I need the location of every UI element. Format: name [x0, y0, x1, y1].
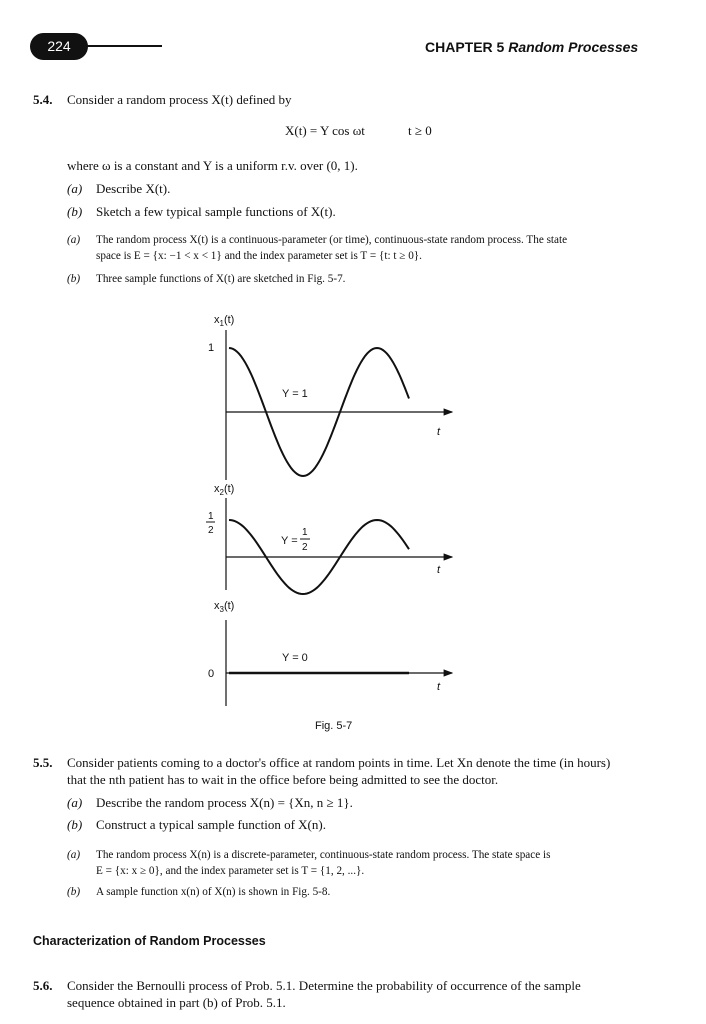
chapter-label: CHAPTER 5 [425, 39, 505, 55]
problem-statement: Consider the Bernoulli process of Prob. 5.1. Determine the probability of occurrence of the sample [67, 978, 581, 993]
panel2-y-tick-den: 2 [208, 525, 214, 536]
header-rule [84, 45, 162, 47]
part-label: (a) [67, 181, 83, 196]
part-label: (b) [67, 204, 83, 219]
solution-label: (b) [67, 273, 81, 285]
figure-caption: Fig. 5-7 [315, 720, 353, 732]
solution-text: The random process X(t) is a continuous-parameter (or time), continuous-state random process. The state [96, 234, 568, 246]
solution-label: (b) [67, 886, 81, 898]
panel2-y-tick-num: 1 [208, 511, 214, 522]
panel3-curve-label: Y = 0 [282, 652, 308, 664]
part-text: Describe the random process X(n) = {Xn, n ≥ 1}. [96, 795, 353, 810]
panel2-curve-label: Y = [281, 535, 298, 547]
section-heading: Characterization of Random Processes [33, 934, 266, 948]
panel1-ylabel: $x_1(t)$ [214, 314, 235, 328]
solution-label: (a) [67, 849, 81, 861]
panel1-y-tick: 1 [208, 342, 215, 354]
panel2-curve-label-num: 1 [302, 527, 308, 538]
panel2-ylabel: $x_2(t)$ [214, 483, 235, 497]
solution-text: space is E = {x: −1 < x < 1} and the index parameter set is T = {t: t ≥ 0}. [96, 250, 422, 262]
solution-label: (a) [67, 234, 81, 246]
problem-number: 5.6. [33, 978, 53, 993]
chapter-heading [425, 39, 638, 55]
panel1-curve-label: Y = 1 [282, 388, 308, 400]
figure-5-7 [0, 300, 706, 740]
problem-statement: sequence obtained in part (b) of Prob. 5.1. [67, 995, 286, 1010]
part-text: Describe X(t). [96, 181, 171, 196]
solution-text: The random process X(n) is a discrete-parameter, continuous-state random process. The state space is [96, 849, 551, 861]
panel3-y-tick: 0 [208, 668, 215, 680]
problem-number: 5.4. [33, 92, 53, 107]
part-text: Sketch a few typical sample functions of X(t). [96, 204, 336, 219]
page-number-badge: 224 [30, 33, 88, 60]
equation-condition: t ≥ 0 [408, 123, 432, 138]
panel2-curve-label-den: 2 [302, 542, 308, 553]
problem-statement: Consider patients coming to a doctor's office at random points in time. Let Xn denote the time (in hours) [67, 755, 611, 770]
figure-svg [0, 300, 706, 740]
part-text: Construct a typical sample function of X(n). [96, 817, 326, 832]
panel3-x-label: t [437, 681, 441, 693]
panel3-ylabel: $x_3(t)$ [214, 600, 235, 614]
panel2-x-label: t [437, 564, 441, 576]
solution-text: A sample function x(n) of X(n) is shown in Fig. 5-8. [96, 886, 331, 898]
solution-text: E = {x: x ≥ 0}, and the index parameter set is T = {1, 2, ...}. [96, 865, 365, 877]
part-label: (b) [67, 817, 83, 832]
problem-number: 5.5. [33, 755, 53, 770]
equation: X(t) = Y cos ωt [285, 123, 365, 138]
solution-text: Three sample functions of X(t) are sketched in Fig. 5-7. [96, 273, 346, 285]
chapter-title: Random Processes [508, 39, 639, 55]
where-clause: where ω is a constant and Y is a uniform r.v. over (0, 1). [67, 158, 358, 173]
panel1-x-label: t [437, 426, 441, 438]
problem-statement: Consider a random process X(t) defined by [67, 92, 292, 107]
problem-statement: that the nth patient has to wait in the office before being admitted to see the doctor. [67, 772, 499, 787]
part-label: (a) [67, 795, 83, 810]
